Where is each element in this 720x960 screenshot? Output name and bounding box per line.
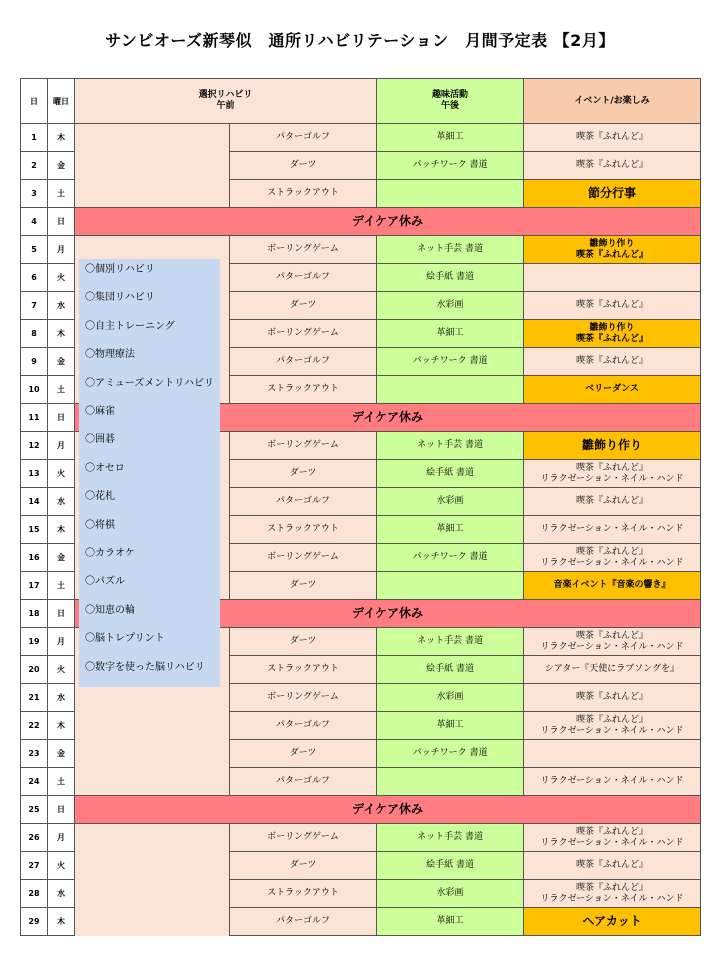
date-cell: 17 xyxy=(21,572,48,600)
rehab-activity-cell: ボーリングゲーム xyxy=(230,824,377,852)
hobby-activity-cell: 水彩画 xyxy=(377,880,524,908)
weekday-cell: 火 xyxy=(48,656,75,684)
hobby-activity-cell: 革細工 xyxy=(377,320,524,348)
rehab-activity-cell: ボーリングゲーム xyxy=(230,544,377,572)
hobby-activity-cell xyxy=(377,572,524,600)
rehab-activity-cell: パターゴルフ xyxy=(230,488,377,516)
hobby-activity-cell xyxy=(377,180,524,208)
hobby-activity-cell: パッチワーク 書道 xyxy=(377,740,524,768)
weekday-cell: 水 xyxy=(48,684,75,712)
rehab-activity-cell: パターゴルフ xyxy=(230,124,377,152)
event-cell: 雛飾り作り 喫茶『ふれんど』 xyxy=(524,320,701,348)
rehab-activity-cell: ストラックアウト xyxy=(230,516,377,544)
hobby-activity-cell xyxy=(377,376,524,404)
weekday-cell: 日 xyxy=(48,404,75,432)
weekday-cell: 木 xyxy=(48,124,75,152)
header-rehab-line1: 選択リハビリ xyxy=(198,90,253,100)
event-cell: 喫茶『ふれんど』 リラクゼーション・ネイル・ハンド xyxy=(524,628,701,656)
rehab-activity-cell: パターゴルフ xyxy=(230,348,377,376)
table-row xyxy=(21,180,701,208)
date-cell: 29 xyxy=(21,908,48,936)
date-cell: 18 xyxy=(21,600,48,628)
event-cell: 節分行事 xyxy=(524,180,701,208)
rehab-activity-cell: ボーリングゲーム xyxy=(230,432,377,460)
hobby-activity-cell: 絵手紙 書道 xyxy=(377,460,524,488)
event-cell: リラクゼーション・ネイル・ハンド xyxy=(524,516,701,544)
table-row xyxy=(21,824,701,852)
header-hobby xyxy=(377,79,524,124)
date-cell: 21 xyxy=(21,684,48,712)
rehab-activity-cell: ダーツ xyxy=(230,572,377,600)
header-dow: 曜日 xyxy=(48,79,75,124)
holiday-row xyxy=(21,208,701,236)
event-cell: 喫茶『ふれんど』 xyxy=(524,348,701,376)
event-cell: 喫茶『ふれんど』 リラクゼーション・ネイル・ハンド xyxy=(524,880,701,908)
rehab-menu-cell xyxy=(75,768,230,796)
header-rehab-line2: 午前 xyxy=(216,101,235,111)
hobby-activity-cell: パッチワーク 書道 xyxy=(377,348,524,376)
event-cell: 喫茶『ふれんど』 xyxy=(524,684,701,712)
header-event: イベント/お楽しみ xyxy=(524,79,701,124)
weekday-cell: 日 xyxy=(48,208,75,236)
holiday-cell: デイケア休み xyxy=(75,404,701,432)
weekday-cell: 火 xyxy=(48,460,75,488)
rehab-activity-cell: パターゴルフ xyxy=(230,712,377,740)
hobby-activity-cell: 絵手紙 書道 xyxy=(377,656,524,684)
weekday-cell: 水 xyxy=(48,292,75,320)
rehab-activity-cell: ダーツ xyxy=(230,628,377,656)
event-cell: リラクゼーション・ネイル・ハンド xyxy=(524,768,701,796)
weekday-cell: 土 xyxy=(48,180,75,208)
rehab-menu-item: 〇個別リハビリ xyxy=(85,264,155,275)
rehab-activity-cell: パターゴルフ xyxy=(230,908,377,936)
date-cell: 27 xyxy=(21,852,48,880)
date-cell: 8 xyxy=(21,320,48,348)
header-date: 日 xyxy=(21,79,48,124)
event-cell: シアター『天使にラブソングを』 xyxy=(524,656,701,684)
hobby-activity-cell: 絵手紙 書道 xyxy=(377,852,524,880)
rehab-activity-cell: ストラックアウト xyxy=(230,180,377,208)
hobby-activity-cell: ネット手芸 書道 xyxy=(377,432,524,460)
header-hobby-line1: 趣味活動 xyxy=(432,90,469,100)
hobby-activity-cell: 水彩画 xyxy=(377,684,524,712)
rehab-activity-cell: ストラックアウト xyxy=(230,880,377,908)
hobby-activity-cell: 革細工 xyxy=(377,516,524,544)
rehab-menu-item: 〇アミューズメントリハビリ xyxy=(85,377,214,389)
rehab-menu-item: 〇数字を使った脳リハビリ xyxy=(85,661,205,673)
rehab-menu-item: 〇脳トレプリント xyxy=(85,633,165,645)
hobby-activity-cell: 革細工 xyxy=(377,908,524,936)
date-cell: 6 xyxy=(21,264,48,292)
event-cell: 喫茶『ふれんど』 xyxy=(524,488,701,516)
date-cell: 3 xyxy=(21,180,48,208)
weekday-cell: 月 xyxy=(48,824,75,852)
hobby-activity-cell: 絵手紙 書道 xyxy=(377,264,524,292)
date-cell: 4 xyxy=(21,208,48,236)
hobby-activity-cell: パッチワーク 書道 xyxy=(377,544,524,572)
hobby-activity-cell: ネット手芸 書道 xyxy=(377,628,524,656)
rehab-menu-cell xyxy=(75,852,230,880)
weekday-cell: 土 xyxy=(48,376,75,404)
weekday-cell: 金 xyxy=(48,740,75,768)
table-row xyxy=(21,684,701,712)
event-cell xyxy=(524,264,701,292)
rehab-menu-panel xyxy=(79,259,220,687)
rehab-menu-item: 〇物理療法 xyxy=(85,349,135,361)
rehab-menu-cell xyxy=(75,712,230,740)
event-cell: 音楽イベント『音楽の響き』 xyxy=(524,572,701,600)
hobby-activity-cell: 革細工 xyxy=(377,124,524,152)
table-row xyxy=(21,768,701,796)
rehab-menu-item: 〇花札 xyxy=(85,491,115,503)
date-cell: 24 xyxy=(21,768,48,796)
rehab-activity-cell: パターゴルフ xyxy=(230,768,377,796)
holiday-cell: デイケア休み xyxy=(75,208,701,236)
weekday-cell: 金 xyxy=(48,544,75,572)
rehab-menu-cell xyxy=(75,180,230,208)
table-row xyxy=(21,880,701,908)
weekday-cell: 日 xyxy=(48,796,75,824)
event-cell: 雛飾り作り 喫茶『ふれんど』 xyxy=(524,236,701,264)
rehab-menu-cell xyxy=(75,824,230,852)
event-cell: ベリーダンス xyxy=(524,376,701,404)
rehab-menu-cell xyxy=(75,684,230,712)
weekday-cell: 金 xyxy=(48,152,75,180)
date-cell: 5 xyxy=(21,236,48,264)
event-cell: 雛飾り作り xyxy=(524,432,701,460)
rehab-activity-cell: ストラックアウト xyxy=(230,376,377,404)
hobby-activity-cell: 革細工 xyxy=(377,712,524,740)
weekday-cell: 日 xyxy=(48,600,75,628)
rehab-menu-item: 〇囲碁 xyxy=(85,434,115,446)
date-cell: 16 xyxy=(21,544,48,572)
rehab-menu-cell xyxy=(75,152,230,180)
date-cell: 7 xyxy=(21,292,48,320)
rehab-activity-cell: ダーツ xyxy=(230,460,377,488)
weekday-cell: 木 xyxy=(48,516,75,544)
rehab-activity-cell: ボーリングゲーム xyxy=(230,320,377,348)
rehab-activity-cell: パターゴルフ xyxy=(230,264,377,292)
date-cell: 11 xyxy=(21,404,48,432)
weekday-cell: 土 xyxy=(48,768,75,796)
hobby-activity-cell: 水彩画 xyxy=(377,488,524,516)
date-cell: 20 xyxy=(21,656,48,684)
header-rehab xyxy=(75,79,377,124)
rehab-menu-cell xyxy=(75,740,230,768)
rehab-activity-cell: ダーツ xyxy=(230,152,377,180)
date-cell: 26 xyxy=(21,824,48,852)
rehab-activity-cell: ダーツ xyxy=(230,852,377,880)
event-cell: 喫茶『ふれんど』 xyxy=(524,124,701,152)
weekday-cell: 水 xyxy=(48,880,75,908)
weekday-cell: 木 xyxy=(48,712,75,740)
weekday-cell: 月 xyxy=(48,236,75,264)
holiday-cell: デイケア休み xyxy=(75,796,701,824)
header-hobby-line2: 午後 xyxy=(441,101,460,111)
weekday-cell: 月 xyxy=(48,628,75,656)
table-row xyxy=(21,124,701,152)
rehab-menu-item: 〇将棋 xyxy=(85,519,115,531)
rehab-menu-cell xyxy=(75,908,230,936)
event-cell: 喫茶『ふれんど』 リラクゼーション・ネイル・ハンド xyxy=(524,544,701,572)
table-row xyxy=(21,152,701,180)
hobby-activity-cell xyxy=(377,768,524,796)
event-cell: 喫茶『ふれんど』 リラクゼーション・ネイル・ハンド xyxy=(524,460,701,488)
rehab-menu-item: 〇集団リハビリ xyxy=(85,292,155,304)
weekday-cell: 木 xyxy=(48,320,75,348)
date-cell: 25 xyxy=(21,796,48,824)
weekday-cell: 火 xyxy=(48,852,75,880)
rehab-menu-item: 〇自主トレーニング xyxy=(85,320,175,332)
table-row xyxy=(21,740,701,768)
rehab-activity-cell: ボーリングゲーム xyxy=(230,684,377,712)
page-title: サンビオーズ新琴似 通所リハビリテーション 月間予定表 【2月】 xyxy=(105,31,615,50)
date-cell: 28 xyxy=(21,880,48,908)
rehab-menu-item: 〇パズル xyxy=(85,576,125,588)
hobby-activity-cell: 水彩画 xyxy=(377,292,524,320)
rehab-menu-cell xyxy=(75,124,230,152)
date-cell: 15 xyxy=(21,516,48,544)
date-cell: 9 xyxy=(21,348,48,376)
holiday-row xyxy=(21,796,701,824)
rehab-menu-cell xyxy=(75,880,230,908)
rehab-activity-cell: ダーツ xyxy=(230,740,377,768)
weekday-cell: 水 xyxy=(48,488,75,516)
holiday-cell: デイケア休み xyxy=(75,600,701,628)
weekday-cell: 月 xyxy=(48,432,75,460)
rehab-activity-cell: ストラックアウト xyxy=(230,656,377,684)
event-cell: 喫茶『ふれんど』 リラクゼーション・ネイル・ハンド xyxy=(524,824,701,852)
rehab-activity-cell: ボーリングゲーム xyxy=(230,236,377,264)
date-cell: 13 xyxy=(21,460,48,488)
table-header-row xyxy=(21,79,701,124)
hobby-activity-cell: ネット手芸 書道 xyxy=(377,236,524,264)
rehab-menu-item: 〇カラオケ xyxy=(85,548,135,559)
event-cell: 喫茶『ふれんど』 xyxy=(524,152,701,180)
rehab-menu-item: 〇オセロ xyxy=(85,462,125,474)
event-cell: ヘアカット xyxy=(524,908,701,936)
table-row xyxy=(21,852,701,880)
date-cell: 23 xyxy=(21,740,48,768)
table-row xyxy=(21,908,701,936)
date-cell: 14 xyxy=(21,488,48,516)
date-cell: 12 xyxy=(21,432,48,460)
date-cell: 22 xyxy=(21,712,48,740)
date-cell: 10 xyxy=(21,376,48,404)
date-cell: 19 xyxy=(21,628,48,656)
rehab-activity-cell: ダーツ xyxy=(230,292,377,320)
rehab-menu-item: 〇麻雀 xyxy=(85,406,115,417)
table-row xyxy=(21,712,701,740)
hobby-activity-cell: パッチワーク 書道 xyxy=(377,152,524,180)
weekday-cell: 金 xyxy=(48,348,75,376)
event-cell: 喫茶『ふれんど』 xyxy=(524,852,701,880)
date-cell: 2 xyxy=(21,152,48,180)
weekday-cell: 木 xyxy=(48,908,75,936)
event-cell xyxy=(524,740,701,768)
event-cell: 喫茶『ふれんど』 xyxy=(524,292,701,320)
event-cell: 喫茶『ふれんど』 リラクゼーション・ネイル・ハンド xyxy=(524,712,701,740)
weekday-cell: 火 xyxy=(48,264,75,292)
weekday-cell: 土 xyxy=(48,572,75,600)
rehab-menu-item: 〇知恵の輪 xyxy=(85,604,135,616)
date-cell: 1 xyxy=(21,124,48,152)
hobby-activity-cell: ネット手芸 書道 xyxy=(377,824,524,852)
